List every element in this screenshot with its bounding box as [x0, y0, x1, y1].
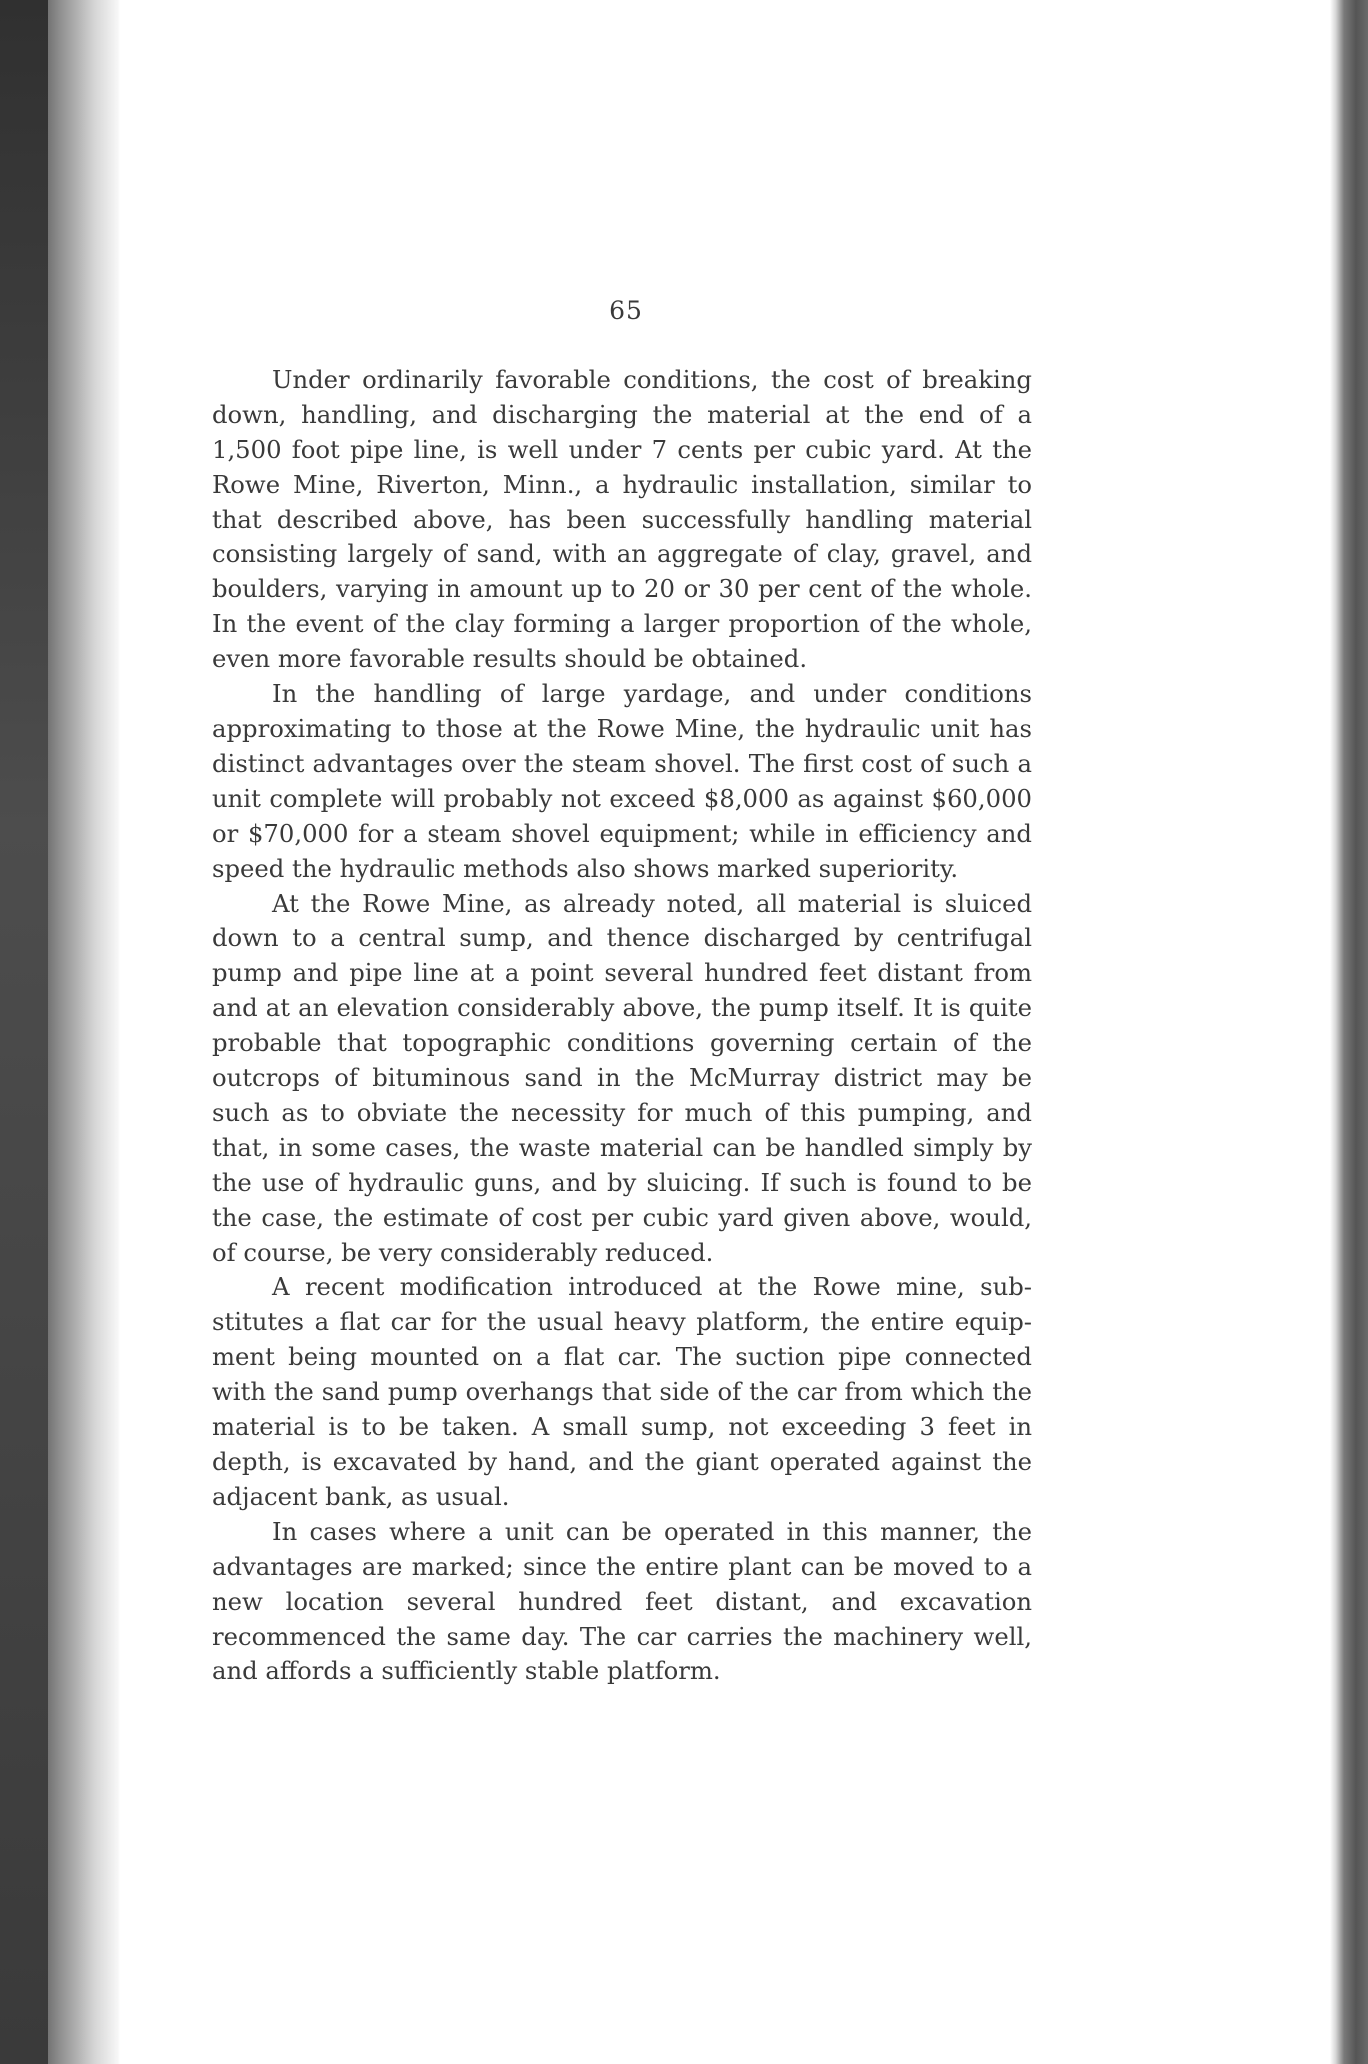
page-number: 65: [609, 296, 643, 325]
paragraph: A recent modification introduced at the Rowe mine, substitutes a flat car for the usual heavy platform, the entire equipment being mounted on a flat car. The suction pipe connected with the sand pump overhangs that side of the car from which the material is to be taken. A small sump, not exceeding 3 feet in depth, is excavated by hand, and the giant operated against the adjacent bank, as usual.: [212, 1272, 1032, 1511]
book-binding-shadow: [0, 0, 120, 2064]
paragraph: Under ordinarily favorable conditions, the cost of breaking down, handling, and discharging the material at the end of a 1,500 foot pipe line, is well under 7 cents per cubic yard. At the Rowe Mine, Riverton, Minn., a hydraulic installation, similar to that described above, has been successfully handling material consisting largely of sand, with an aggregate of clay, gravel, and boulders, varying in amount up to 20 or 30 per cent of the whole. In the event of the clay forming a larger proportion of the whole, even more favorable results should be obtained.: [212, 364, 1032, 674]
page-edge-shadow: [1330, 0, 1368, 2064]
book-spine: [0, 0, 48, 2064]
paragraph: In cases where a unit can be operated in this manner, the advantages are marked; since the entire plant can be moved to a new location several hundred feet distant, and excavation recommenced the same day. The car carries the machinery well, and affords a sufficiently stable platform.: [212, 1516, 1032, 1686]
paragraph: At the Rowe Mine, as already noted, all material is sluiced down to a central sump, and thence discharged by centrifugal pump and pipe line at a point several hundred feet distant from and at an elevation considerably above, the pump itself. It is quite probable that topographic conditions governing certain of the outcrops of bituminous sand in the McMurray district may be such as to obviate the necessity for much of this pumping, and that, in some cases, the waste material can be handled simply by the use of hydraulic guns, and by sluicing. If such is found to be the case, the estimate of cost per cubic yard given above, would, of course, be very considerably reduced.: [212, 888, 1032, 1267]
paragraph: In the handling of large yardage, and under conditions approximating to those at the Rowe Mine, the hydraulic unit has distinct advantages over the steam shovel. The first cost of such a unit complete will probably not exceed $8,000 as against $60,000 or $70,000 for a steam shovel equipment; while in efficiency and speed the hydraulic methods also shows marked superiority.: [212, 679, 1032, 883]
page-body: [212, 294, 1032, 1689]
